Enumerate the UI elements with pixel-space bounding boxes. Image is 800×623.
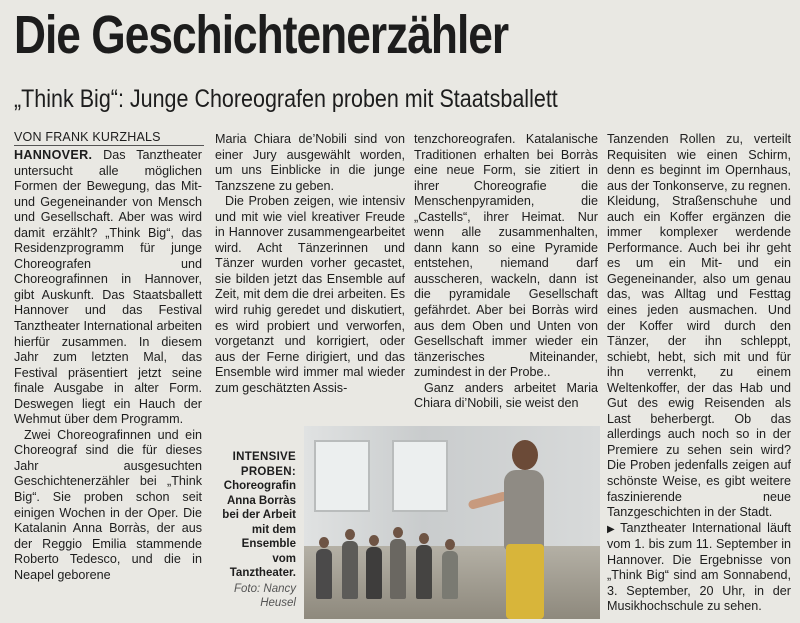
headline: Die Geschichtenerzähler	[14, 5, 509, 65]
paragraph: tenzchoreografen. Katalanische Traditionen erhalten bei Borràs eine neue Form, sie zitiert in ihrer Choreografie die Menschenpyramiden, die „Castells“, ihrer Heimat. Nur wenn alle zusammenhalten, dann kann so eine Pyramide entstehen, niemand darf ausscheren, wackeln, dann ist die pyramidale Gesellschaft gefährdet. Aber bei Borràs wird aus dem Oben und Unten von Gesellschaft immer wieder ein tänzerisches Miteinander, zumindest in der Probe..	[414, 132, 598, 380]
photo-credit: Foto: Nancy Heusel	[234, 582, 296, 609]
paragraph	[14, 148, 202, 428]
photo-head	[512, 440, 538, 470]
paragraph: Ganz anders arbeitet Maria Chiara di’Nobili, sie weist den	[414, 380, 598, 411]
photo-window	[392, 440, 448, 512]
paragraph-text: Das Tanztheater untersucht alle möglichen Formen der Bewegung, das Mit- und Gegeneinander von Mensch und Gesellschaft. Aber was wird damit erzählt? „Think Big“, das Residenzprogramm für junge Choreografen und Choreografinnen in Hannover, gibt Auskunft. Das Staatsballett Hannover und das Festival Tanztheater International arbeiten hierfür zusammen. In diesem Jahr zum letzten Mal, das Festival präsentiert jetzt seine finale Ausgabe in alter Form. Deswegen liegt ein Hauch der Wehmut über dem Programm.	[14, 148, 202, 427]
photo-dancer	[390, 539, 406, 599]
photo-dancer	[342, 541, 358, 599]
article-column-3	[414, 132, 598, 422]
paragraph: Maria Chiara de’Nobili sind von einer Jury ausgewählt worden, um uns Einblicke in die junge Tanzszene zu geben.	[215, 132, 405, 193]
byline: VON FRANK KURZHALS	[14, 130, 204, 146]
info-box	[607, 521, 791, 615]
article-column-4	[607, 132, 791, 620]
photo-choreographer	[486, 434, 556, 619]
caption-text: Choreografin Anna Borràs bei der Arbeit mit dem Ensemble vom Tanztheater.	[222, 480, 296, 579]
rehearsal-photo	[304, 426, 600, 619]
photo-caption	[220, 450, 296, 611]
paragraph: Die Proben zeigen, wie intensiv und mit wie viel kreativer Freude in Hannover zusammengearbeitet wird. Acht Tänzerinnen und Tänzer wurden vorher gecastet, sie bilden jetzt das Ensemble auf Zeit, mit dem die drei arbeiten. Es wird ruhig geredet und diskutiert, es wird probiert und verworfen, vorgetanzt und korrigiert, oder aus der Ferne dirigiert, und das Ensemble wird immer mal wieder zum geschätzten Assis-	[215, 194, 405, 395]
article-column-1	[14, 148, 202, 618]
photo-legs	[506, 544, 544, 619]
paragraph: Tanzenden Rollen zu, verteilt Requisiten wie einen Schirm, denn es beginnt im Opernhaus, aus der Tonkonserve, zu regnen. Kleidung, Straßenschuhe und auch ein Koffer ergänzen die immer komplexer werdende Performance. Auch bei ihr geht es um ein Mit- und ein Gegeneinander, also um genau das, was Alltag und Festtag eines jeden ausmachen. Und der Koffer wird durch den Tänzer, der ihn schleppt, schiebt, hebt, sich mit und für ihn verrenkt, zu einem Weltenkoffer, der das Hab und Gut des ewig Reisenden als Last beherbergt. Ob das allerdings auch noch so in der Premiere zu sehen sein wird? Die Proben jedenfalls zeigen auf schönste Weise, es gibt weitere faszinierende neue Tanzgeschichten in der Stadt.	[607, 132, 791, 520]
triangle-marker-icon: ▶	[607, 523, 618, 535]
photo-window	[314, 440, 370, 512]
photo-dancer	[316, 549, 332, 599]
caption-head: INTENSIVE PROBEN:	[232, 451, 296, 478]
info-text: Tanztheater International läuft vom 1. bis zum 11. September in Hannover. Die Ergebnisse von „Think Big“ sind am Sonnabend, 3. September, 20 Uhr, in der Musikhochschule zu sehen.	[607, 520, 791, 614]
photo-dancer	[366, 547, 382, 599]
article-column-2	[215, 132, 405, 422]
dateline: HANNOVER.	[14, 148, 93, 162]
photo-dancer	[442, 551, 458, 599]
subheadline: „Think Big“: Junge Choreografen proben mit Staatsballett	[14, 85, 558, 113]
photo-body	[504, 470, 544, 550]
paragraph: Zwei Choreografinnen und ein Choreograf sind die für dieses Jahr ausgesuchten Geschichtenerzähler bei „Think Big“. Sie proben schon seit einigen Wochen in der Oper. Die Katalanin Anna Borràs, der aus der Reggio Emilia stammende Roberto Tedesco, und die in Neapel geborene	[14, 427, 202, 582]
photo-dancer	[416, 545, 432, 599]
